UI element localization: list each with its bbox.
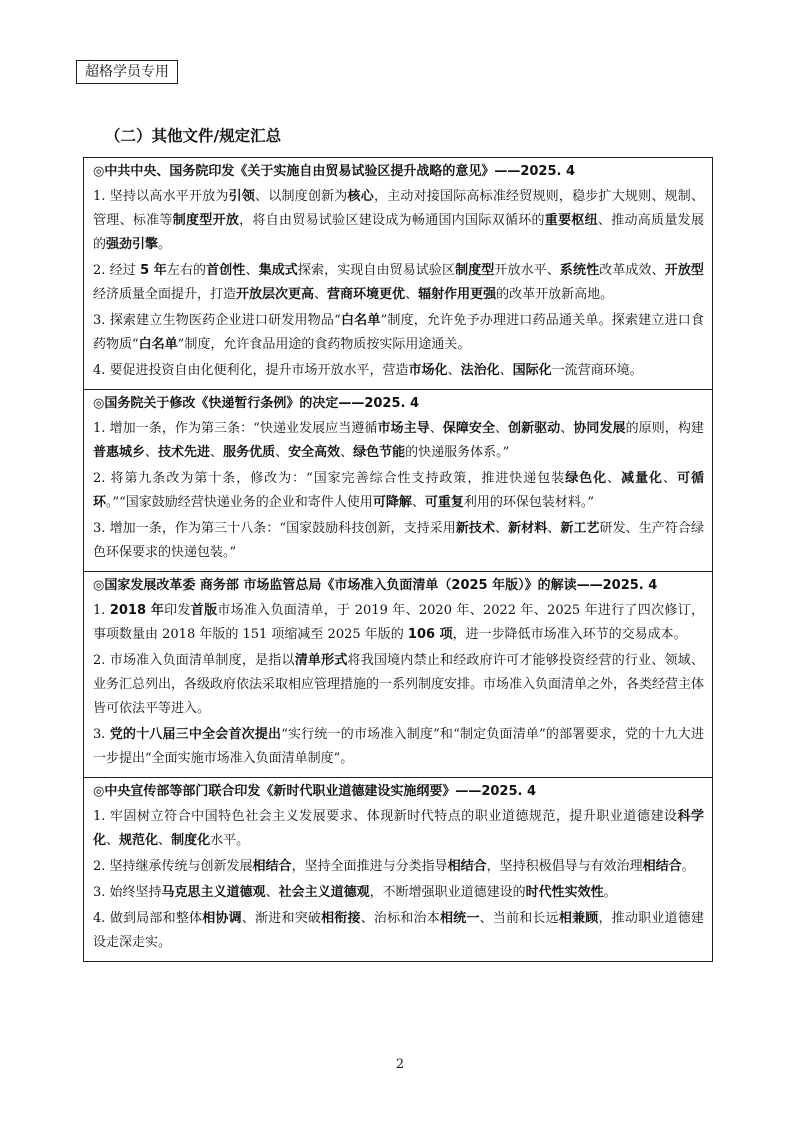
emphasis-text: 可循环: [93, 471, 704, 510]
text-run: 、: [499, 363, 513, 378]
emphasis-text: 相结合: [252, 859, 292, 874]
emphasis-text: 法治化: [460, 363, 500, 378]
emphasis-text: 服务优质: [223, 445, 276, 460]
text-run: ，主动对接国际高标准经贸规则，稳步扩大规则、规制、管理、标准等: [93, 189, 704, 228]
emphasis-text: 相协调: [202, 911, 242, 926]
text-run: ”制度，允许免予办理进口药品通关单。探索建立进口食药物质“: [93, 313, 704, 352]
emphasis-text: 减量化: [621, 471, 664, 486]
block-paragraph: [93, 185, 704, 257]
text-run: 。: [603, 885, 617, 900]
text-run: 、以制度创新为: [255, 189, 348, 204]
text-run: 的改革开放新高地。: [496, 287, 614, 302]
text-run: 、: [405, 287, 419, 302]
block-paragraph: [93, 467, 704, 515]
emphasis-text: 新材料: [508, 521, 548, 536]
table-row: [84, 778, 713, 962]
emphasis-text: 白名单: [138, 337, 178, 352]
emphasis-text: 白名单: [340, 313, 381, 328]
text-run: 、: [607, 471, 622, 486]
text-run: ，进一步降低市场准入环节的交易成本。: [452, 627, 687, 642]
table-row: [84, 572, 713, 778]
emphasis-text: 市场主导: [377, 421, 430, 436]
block-title: ◎中共中央、国务院印发《关于实施自由贸易试验区提升战略的意见》——2025. 4: [93, 164, 576, 179]
emphasis-text: 首创性: [206, 263, 246, 278]
regulations-table-body: [84, 158, 713, 962]
text-run: 1. 牢固树立符合中国特色社会主义发展要求、体现新时代特点的职业道德规范，提升职业道德建设: [93, 809, 678, 824]
text-run: 、: [210, 445, 224, 460]
regulations-table: [83, 157, 713, 962]
emphasis-text: 马克思主义道德观: [161, 885, 266, 900]
emphasis-text: 5 年: [140, 263, 167, 278]
text-run: 的快递服务体系。”: [405, 445, 510, 460]
emphasis-text: 首次提出: [228, 727, 282, 742]
page-number: 2: [395, 1057, 405, 1072]
text-run: 2. 将第九条改为第十条，修改为：“国家完善综合性支持政策，推进快递包装: [93, 471, 566, 486]
text-run: 、: [106, 833, 120, 848]
text-run: 探索，实现自由贸易试验区: [297, 263, 456, 278]
text-run: 、: [145, 445, 159, 460]
emphasis-text: 规范化: [119, 833, 159, 848]
text-run: 、治标和治本: [360, 911, 440, 926]
emphasis-text: 开放层次更高: [236, 287, 315, 302]
text-run: 、: [663, 471, 677, 486]
text-run: 开放水平、: [494, 263, 560, 278]
text-run: 3. 探索建立生物医药企业进口研发用物品“: [93, 313, 341, 328]
emphasis-text: 开放型: [664, 263, 704, 278]
text-run: 2. 坚持继承传统与创新发展: [93, 859, 253, 874]
text-run: 2. 经过: [93, 263, 141, 278]
emphasis-text: 市场化: [408, 363, 448, 378]
text-run: 、: [265, 885, 279, 900]
emphasis-text: 绿色化: [565, 471, 608, 486]
emphasis-text: 相结合: [447, 859, 487, 874]
emphasis-text: 重要枢纽: [544, 213, 598, 228]
emphasis-text: 清单形式: [294, 653, 348, 668]
block-paragraph: [93, 517, 704, 565]
text-run: ”制度，允许食品用途的食药物质按实际用途通关。: [177, 337, 471, 352]
emphasis-text: 时代性实效性: [525, 885, 604, 900]
emphasis-text: 创新驱动: [508, 421, 561, 436]
table-cell: [84, 158, 713, 390]
emphasis-text: 党的十八届三中全会: [109, 727, 229, 742]
text-run: 4. 做到局部和整体: [93, 911, 203, 926]
text-run: 左右的: [166, 263, 207, 278]
text-run: 、: [411, 495, 425, 510]
text-run: 、: [245, 263, 259, 278]
emphasis-text: 绿色节能: [353, 445, 406, 460]
text-run: 、推动高质量发展的: [93, 213, 704, 252]
block-paragraph: [93, 417, 704, 465]
block-paragraph: [93, 855, 704, 879]
table-cell: [84, 572, 713, 778]
emphasis-text: 新技术: [455, 521, 496, 536]
block-paragraph: [93, 723, 704, 771]
text-run: “实行统一的市场准入制度”和“制定负面清单”的部署要求，党的十九大进一步提出“全面实施市场准入负面清单制度”。: [93, 727, 704, 766]
emphasis-text: 引领: [228, 189, 256, 204]
text-run: 1. 增加一条，作为第三条：“快递业发展应当遵循: [93, 421, 378, 436]
text-run: 将我国境内禁止和经政府许可才能够投资经营的行业、领域、业务汇总列出，各级政府依法采取相应管理措施的一系列制度安排。市场准入负面清单之外，各类经营主体皆可依法平等进入。: [93, 653, 705, 716]
section-title: （二）其他文件/规定汇总: [105, 127, 282, 145]
text-run: 2. 市场准入负面清单制度，是指以: [93, 653, 295, 668]
text-run: 、: [560, 421, 574, 436]
text-run: 3.: [93, 727, 110, 742]
emphasis-text: 协同发展: [573, 421, 626, 436]
text-run: 、: [429, 421, 443, 436]
text-run: ，推动职业道德建设走深走实。: [93, 911, 704, 950]
text-run: 、: [547, 521, 561, 536]
text-run: 、: [275, 445, 289, 460]
text-run: ，坚持积极倡导与有效治理: [486, 859, 643, 874]
emphasis-text: 可重复: [424, 495, 464, 510]
emphasis-text: 辐射作用更强: [418, 287, 497, 302]
emphasis-text: 制度型开放: [172, 213, 240, 228]
block-title: ◎中央宣传部等部门联合印发《新时代职业道德建设实施纲要》——2025. 4: [93, 784, 537, 799]
text-run: ，坚持全面推进与分类指导: [291, 859, 448, 874]
text-run: 。: [681, 859, 695, 874]
text-run: 、: [158, 833, 172, 848]
table-cell: [84, 390, 713, 572]
block-paragraph: [93, 599, 704, 647]
emphasis-text: 相衔接: [321, 911, 361, 926]
text-run: 1.: [93, 603, 110, 618]
block-paragraph: [93, 259, 704, 307]
text-run: ，将自由贸易试验区建设成为畅通国内国际双循环的: [239, 213, 545, 228]
emphasis-text: 强劲引擎: [106, 237, 159, 252]
text-run: 4. 要促进投资自由化便利化，提升市场开放水平，营造: [93, 363, 409, 378]
text-run: 3. 始终坚持: [93, 885, 162, 900]
emphasis-text: 2018 年: [109, 603, 165, 618]
emphasis-text: 科学化: [93, 809, 704, 848]
text-run: 、: [495, 421, 509, 436]
text-run: 的原则，构建: [625, 421, 704, 436]
block-paragraph: [93, 309, 704, 357]
block-paragraph: [93, 649, 704, 721]
text-run: 、: [495, 521, 509, 536]
block-paragraph: [93, 359, 704, 383]
emphasis-text: 相兼顾: [558, 911, 599, 926]
text-run: 、: [340, 445, 354, 460]
emphasis-text: 普惠城乡: [93, 445, 146, 460]
emphasis-text: 技术先进: [158, 445, 211, 460]
block-paragraph: [93, 881, 704, 905]
emphasis-text: 核心: [347, 189, 374, 204]
text-run: 。: [158, 237, 172, 252]
emphasis-text: 制度型: [455, 263, 495, 278]
text-run: 经济质量全面提升，打造: [93, 287, 237, 302]
text-run: 、: [447, 363, 461, 378]
emphasis-text: 国际化: [512, 363, 552, 378]
emphasis-text: 保障安全: [442, 421, 495, 436]
emphasis-text: 106 项: [407, 627, 453, 642]
text-run: 1. 坚持以高水平开放为: [93, 189, 229, 204]
emphasis-text: 营商环境更优: [327, 287, 406, 302]
text-run: 印发: [164, 603, 191, 618]
emphasis-text: 首版: [190, 603, 218, 618]
text-run: 、渐进和突破: [241, 911, 322, 926]
text-run: 研发、生产符合绿色环保要求的快递包装。”: [93, 521, 704, 560]
text-run: 、当前和长远: [479, 911, 559, 926]
table-cell: [84, 778, 713, 962]
table-row: [84, 158, 713, 390]
emphasis-text: 可降解: [372, 495, 412, 510]
text-run: ，不断增强职业道德建设的: [369, 885, 526, 900]
emphasis-text: 新工艺: [560, 521, 600, 536]
emphasis-text: 制度化: [171, 833, 211, 848]
emphasis-text: 集成式: [258, 263, 298, 278]
text-run: 改革成效、: [599, 263, 665, 278]
emphasis-text: 相统一: [439, 911, 480, 926]
block-paragraph: [93, 805, 704, 853]
text-run: 利用的环保包装材料。”: [463, 495, 595, 510]
block-title: ◎国务院关于修改《快递暂行条例》的决定——2025. 4: [93, 396, 420, 411]
block-paragraph: [93, 907, 704, 955]
text-run: 市场准入负面清单，于 2019 年、2020 年、2022 年、2025 年进行了四次修订，事项数量由 2018 年版的 151 项缩减至 2025 年版的: [93, 603, 704, 642]
text-run: 水平。: [210, 833, 250, 848]
emphasis-text: 相结合: [642, 859, 682, 874]
emphasis-text: 安全高效: [288, 445, 341, 460]
table-row: [84, 390, 713, 572]
text-run: 一流营商环境。: [551, 363, 643, 378]
text-run: 、: [314, 287, 328, 302]
block-title: ◎国家发展改革委 商务部 市场监管总局《市场准入负面清单（2025 年版）》的解读——2025. 4: [93, 578, 658, 593]
emphasis-text: 社会主义道德观: [278, 885, 370, 900]
text-run: 3. 增加一条，作为第三十八条：“国家鼓励科技创新，支持采用: [93, 521, 456, 536]
text-run: 。”“国家鼓励经营快递业务的企业和寄件人使用: [106, 495, 373, 510]
emphasis-text: 系统性: [559, 263, 600, 278]
student-only-tag: 超格学员专用: [76, 60, 178, 84]
